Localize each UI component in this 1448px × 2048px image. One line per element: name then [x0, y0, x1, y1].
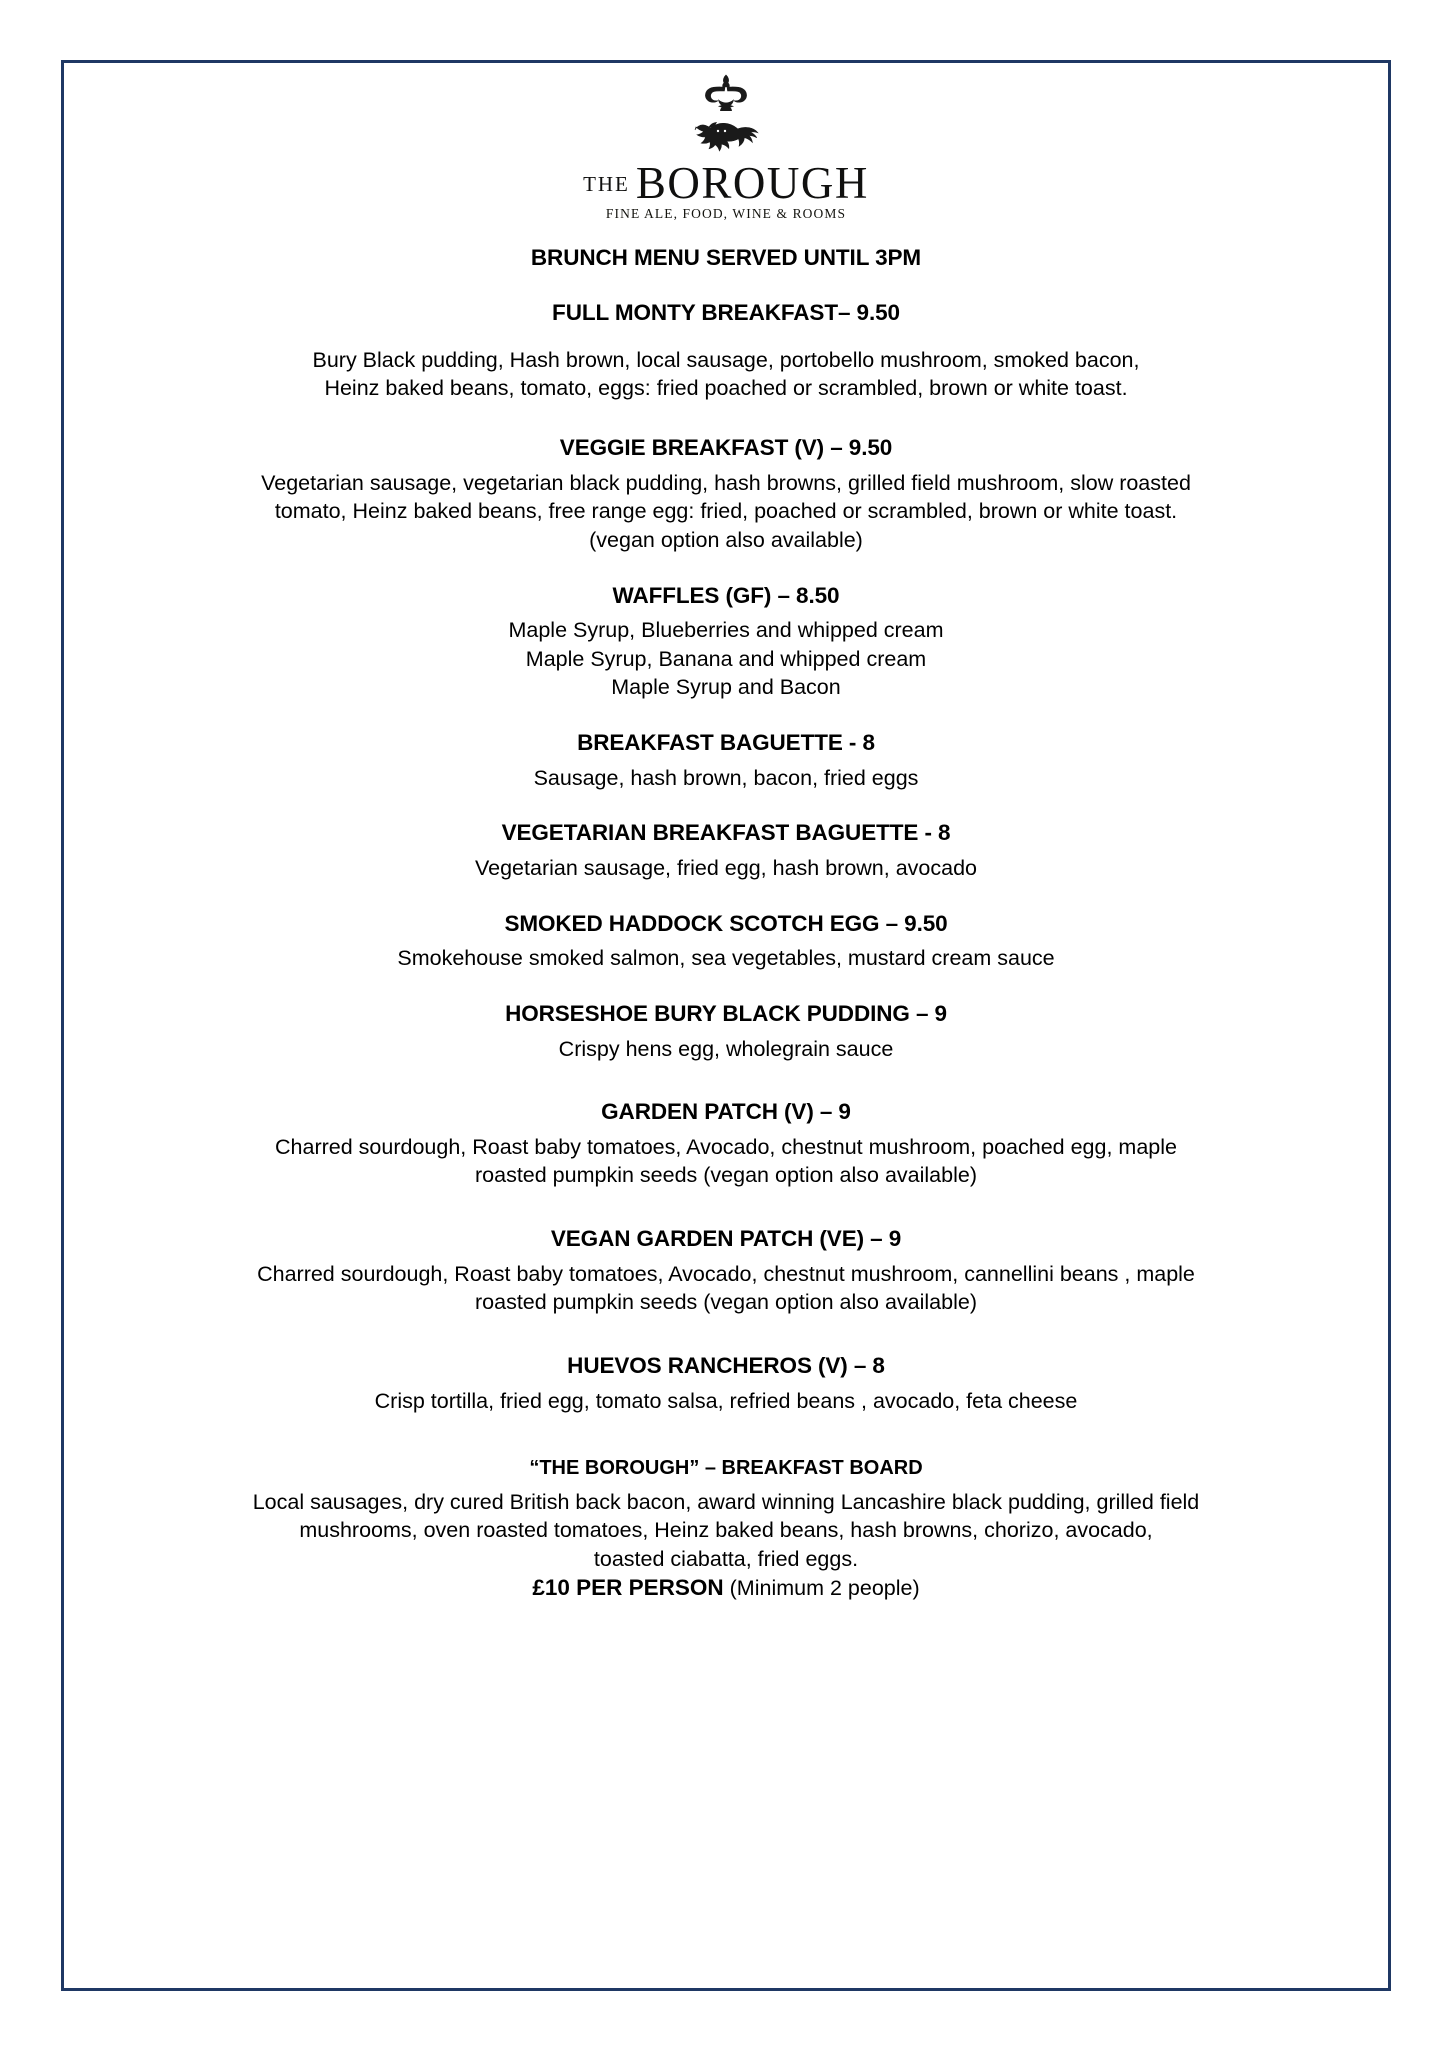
spacer	[64, 403, 1388, 433]
spacer	[64, 883, 1388, 909]
description-line: Crisp tortilla, fried egg, tomato salsa, refried beans , avocado, feta cheese	[374, 1388, 1078, 1413]
menu-item-heading: BREAKFAST BAGUETTE - 8	[577, 730, 875, 755]
menu-item-description	[64, 854, 1388, 883]
description-line: Heinz baked beans, tomato, eggs: fried poached or scrambled, brown or white toast.	[324, 376, 1128, 401]
description-line: Vegetarian sausage, fried egg, hash brown, avocado	[474, 855, 978, 880]
description-line: Crispy hens egg, wholegrain sauce	[558, 1036, 894, 1061]
description-line: Local sausages, dry cured British back bacon, award winning Lancashire black pudding, grilled field	[252, 1489, 1200, 1514]
breakfast-board-description	[64, 1488, 1388, 1574]
description-line: Maple Syrup, Blueberries and whipped cream	[508, 618, 944, 643]
breakfast-board-heading: “THE BOROUGH” – BREAKFAST BOARD	[529, 1457, 923, 1480]
breakfast-board-price-note: (Minimum 2 people)	[723, 1576, 920, 1601]
brand-name: BOROUGH	[635, 158, 869, 208]
menu-title: BRUNCH MENU SERVED UNTIL 3PM	[530, 244, 922, 270]
description-line: Maple Syrup, Banana and whipped cream	[525, 646, 927, 671]
menu-item-description	[64, 944, 1388, 973]
menu-item-heading: HUEVOS RANCHEROS (V) – 8	[567, 1352, 885, 1378]
menu-item-description	[64, 1035, 1388, 1064]
brand-logo	[64, 69, 1388, 221]
description-line: (vegan option also available)	[589, 527, 863, 552]
description-line: roasted pumpkin seeds (vegan option also available)	[475, 1163, 977, 1188]
description-line: roasted pumpkin seeds (vegan option also available)	[475, 1290, 977, 1315]
menu-content	[64, 63, 1388, 1603]
spacer	[64, 555, 1388, 581]
menu-item-description	[64, 764, 1388, 793]
spacer	[64, 702, 1388, 728]
description-line: Vegetarian sausage, vegetarian black pudding, hash browns, grilled field mushroom, slow roasted	[261, 470, 1191, 495]
description-line: mushrooms, oven roasted tomatoes, Heinz baked beans, hash browns, chorizo, avocado,	[299, 1518, 1153, 1543]
menu-item-heading: WAFFLES (GF) – 8.50	[612, 582, 840, 608]
menu-item-heading: VEGETARIAN BREAKFAST BAGUETTE - 8	[501, 820, 951, 846]
menu-item-heading: FULL MONTY BREAKFAST– 9.50	[552, 300, 900, 326]
menu-item-description	[64, 346, 1388, 403]
menu-item-description	[64, 1387, 1388, 1416]
spacer	[64, 792, 1388, 818]
brand-tagline: FINE ALE, FOOD, WINE & ROOMS	[605, 206, 847, 221]
description-line: Charred sourdough, Roast baby tomatoes, Avocado, chestnut mushroom, cannellini beans , maple	[257, 1261, 1195, 1286]
description-line: Bury Black pudding, Hash brown, local sausage, portobello mushroom, smoked bacon,	[312, 347, 1140, 372]
spacer	[64, 1063, 1388, 1097]
brand-the: THE	[583, 172, 630, 196]
description-line: tomato, Heinz baked beans, free range egg: fried, poached or scrambled, brown or white toast.	[274, 499, 1178, 524]
menu-item-description	[64, 1260, 1388, 1317]
menu-item-description	[64, 616, 1388, 702]
menu-item-heading: VEGGIE BREAKFAST (V) – 9.50	[559, 435, 893, 461]
description-line: Smokehouse smoked salmon, sea vegetables, mustard cream sauce	[397, 946, 1055, 971]
menu-border-frame	[61, 60, 1391, 1991]
menu-item-heading: SMOKED HADDOCK SCOTCH EGG – 9.50	[504, 910, 948, 936]
brand-wordmark	[64, 158, 1388, 208]
menu-item-description	[64, 1133, 1388, 1190]
description-line: Charred sourdough, Roast baby tomatoes, Avocado, chestnut mushroom, poached egg, maple	[275, 1134, 1177, 1159]
spacer	[64, 973, 1388, 999]
menu-item-description	[64, 469, 1388, 555]
menu-item-heading: VEGAN GARDEN PATCH (VE) – 9	[550, 1226, 902, 1251]
spacer	[64, 328, 1388, 346]
description-line: Maple Syrup and Bacon	[611, 675, 841, 700]
spacer	[64, 1190, 1388, 1224]
description-line: toasted ciabatta, fried eggs.	[593, 1546, 859, 1571]
spacer	[64, 1317, 1388, 1351]
spacer	[64, 1415, 1388, 1455]
spacer	[64, 272, 1388, 298]
breakfast-board-price-line	[64, 1573, 1388, 1603]
menu-item-heading: GARDEN PATCH (V) – 9	[601, 1099, 851, 1125]
description-line: Sausage, hash brown, bacon, fried eggs	[533, 765, 919, 790]
fleur-de-lis-and-lion-crest-icon	[661, 69, 791, 159]
spacer	[64, 221, 1388, 243]
menu-item-heading: HORSESHOE BURY BLACK PUDDING – 9	[505, 1000, 947, 1026]
breakfast-board-price: £10 PER PERSON	[532, 1575, 724, 1601]
